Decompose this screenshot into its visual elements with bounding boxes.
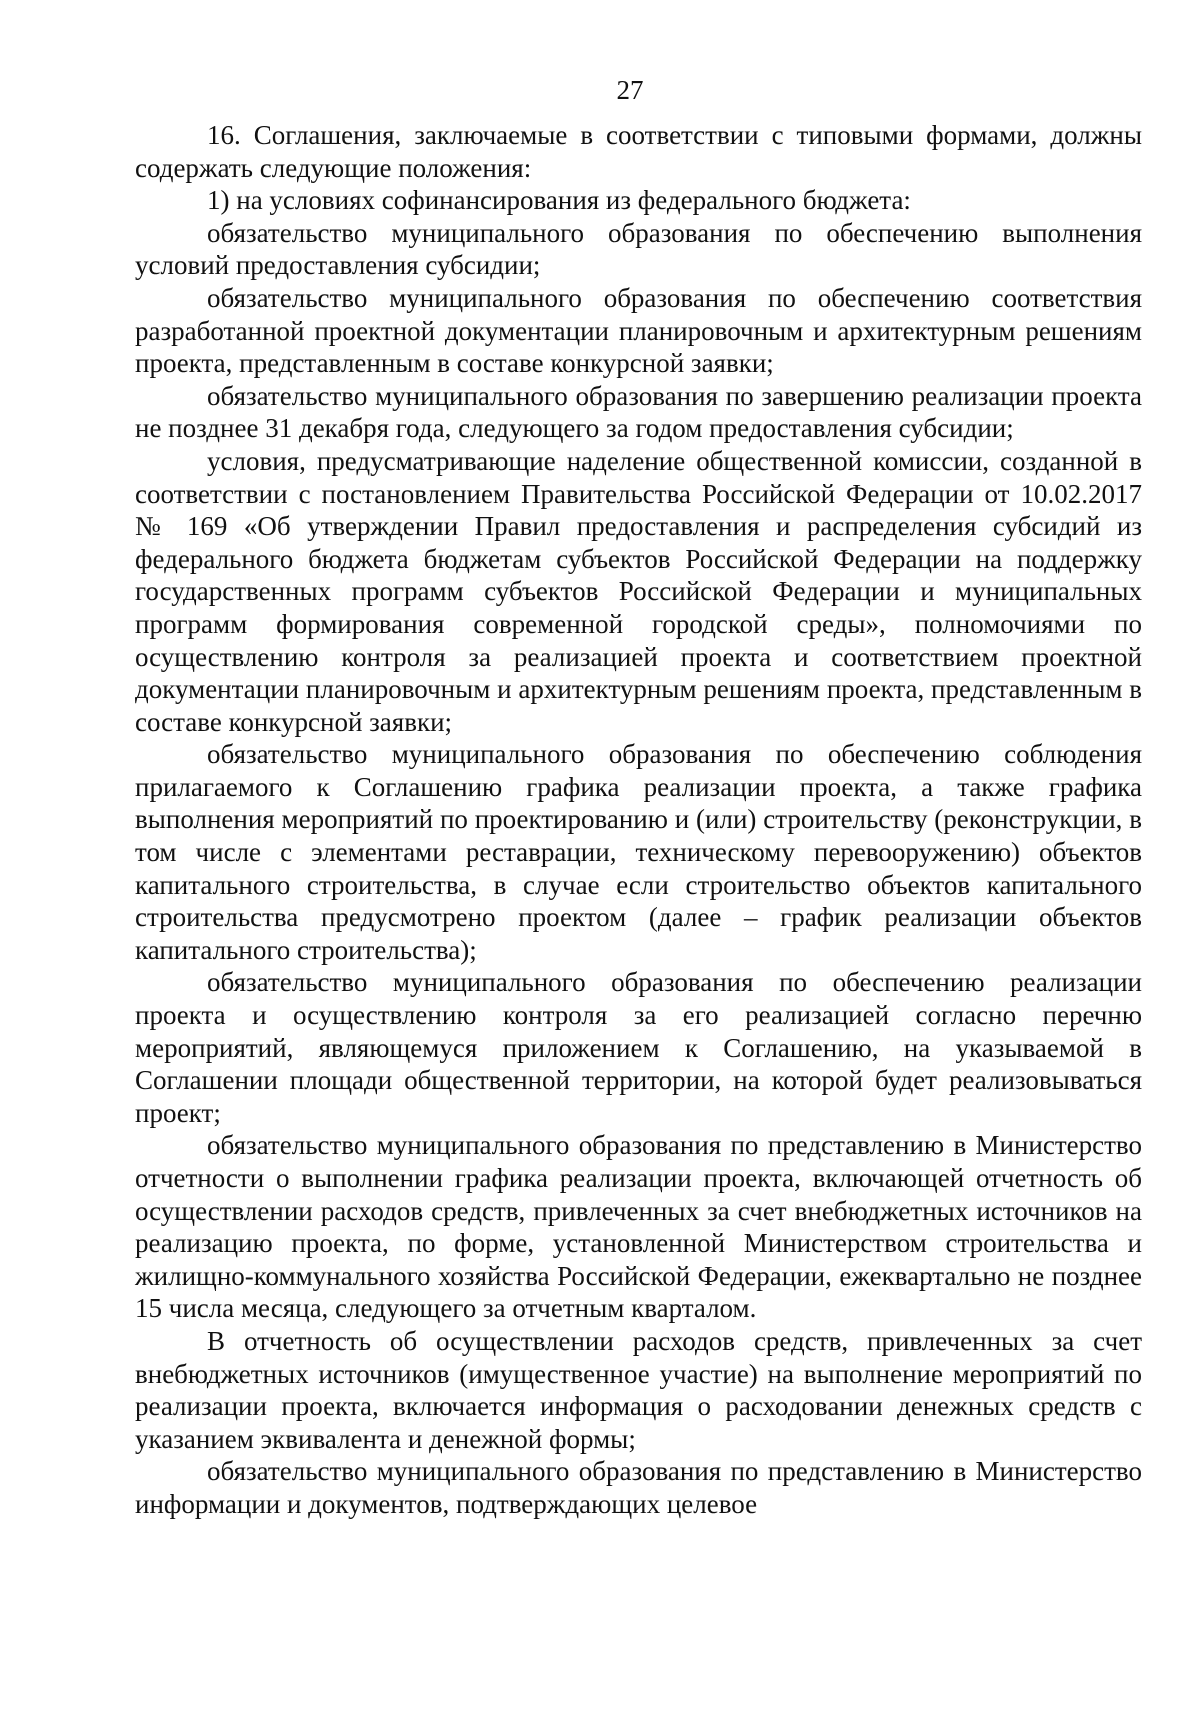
document-body xyxy=(135,119,1142,1521)
paragraph-cofinancing-condition: 1) на условиях софинансирования из федерального бюджета: xyxy=(207,185,911,216)
paragraph-obligation-project-documentation: обязательство муниципального образования по обеспечению соответствия разработанной проектной документации планировочным и архитектурным решениям проекта, представленным в составе конкурсной заявки; xyxy=(135,282,1142,379)
paragraph-16-intro: 16. Соглашения, заключаемые в соответствии с типовыми формами, должны содержать следующие положения: xyxy=(135,120,1142,183)
paragraph-public-commission-powers: условия, предусматривающие наделение общественной комиссии, созданной в соответствии с постановлением Правительства Российской Федерации от 10.02.2017 № 169 «Об утверждении Правил предоставления и распределения субсидий из федерального бюджета бюджетам субъектов Российской Федерации на поддержку государственных программ субъектов Российской Федерации и муниципальных программ формирования современной городской среды», полномочиями по осуществлению контроля за реализацией проекта и соответствием проектной документации планировочным и архитектурным решениям проекта, представленным в составе конкурсной заявки; xyxy=(135,445,1142,737)
paragraph-obligation-documents: обязательство муниципального образования по представлению в Министерство информации и документов, подтверждающих целевое xyxy=(135,1456,1142,1519)
paragraph-obligation-schedule-compliance: обязательство муниципального образования по обеспечению соблюдения прилагаемого к Соглашению графика реализации проекта, а также графика выполнения мероприятий по проектированию и (или) строительству (реконструкции, в том числе с элементами реставрации, техническому перевооружению) объектов капитального строительства, в случае если строительство объектов капитального строительства предусмотрено проектом (далее – график реализации объектов капитального строительства); xyxy=(135,739,1142,965)
paragraph-obligation-implementation-control: обязательство муниципального образования по обеспечению реализации проекта и осуществлению контроля за его реализацией согласно перечню мероприятий, являющемуся приложением к Соглашению, на указываемой в Соглашении площади общественной территории, на которой будет реализовываться проект; xyxy=(135,967,1142,1128)
paragraph-extrabudgetary-reporting: В отчетность об осуществлении расходов средств, привлеченных за счет внебюджетных источников (имущественное участие) на выполнение мероприятий по реализации проекта, включается информация о расходовании денежных средств с указанием эквивалента и денежной формы; xyxy=(135,1325,1142,1454)
paragraph-obligation-subsidy-conditions: обязательство муниципального образования по обеспечению выполнения условий предоставления субсидии; xyxy=(135,217,1142,281)
paragraph-obligation-completion-deadline: обязательство муниципального образования по завершению реализации проекта не позднее 31 декабря года, следующего за годом предоставления субсидии; xyxy=(135,380,1142,444)
page-number: 27 xyxy=(616,75,644,105)
paragraph-obligation-quarterly-reporting: обязательство муниципального образования по представлению в Министерство отчетности о выполнении графика реализации проекта, включающей отчетность об осуществлении расходов средств, привлеченных за счет внебюджетных источников на реализацию проекта, по форме, установленной Министерством строительства и жилищно-коммунального хозяйства Российской Федерации, ежеквартально не позднее 15 числа месяца, следующего за отчетным кварталом. xyxy=(135,1130,1142,1324)
